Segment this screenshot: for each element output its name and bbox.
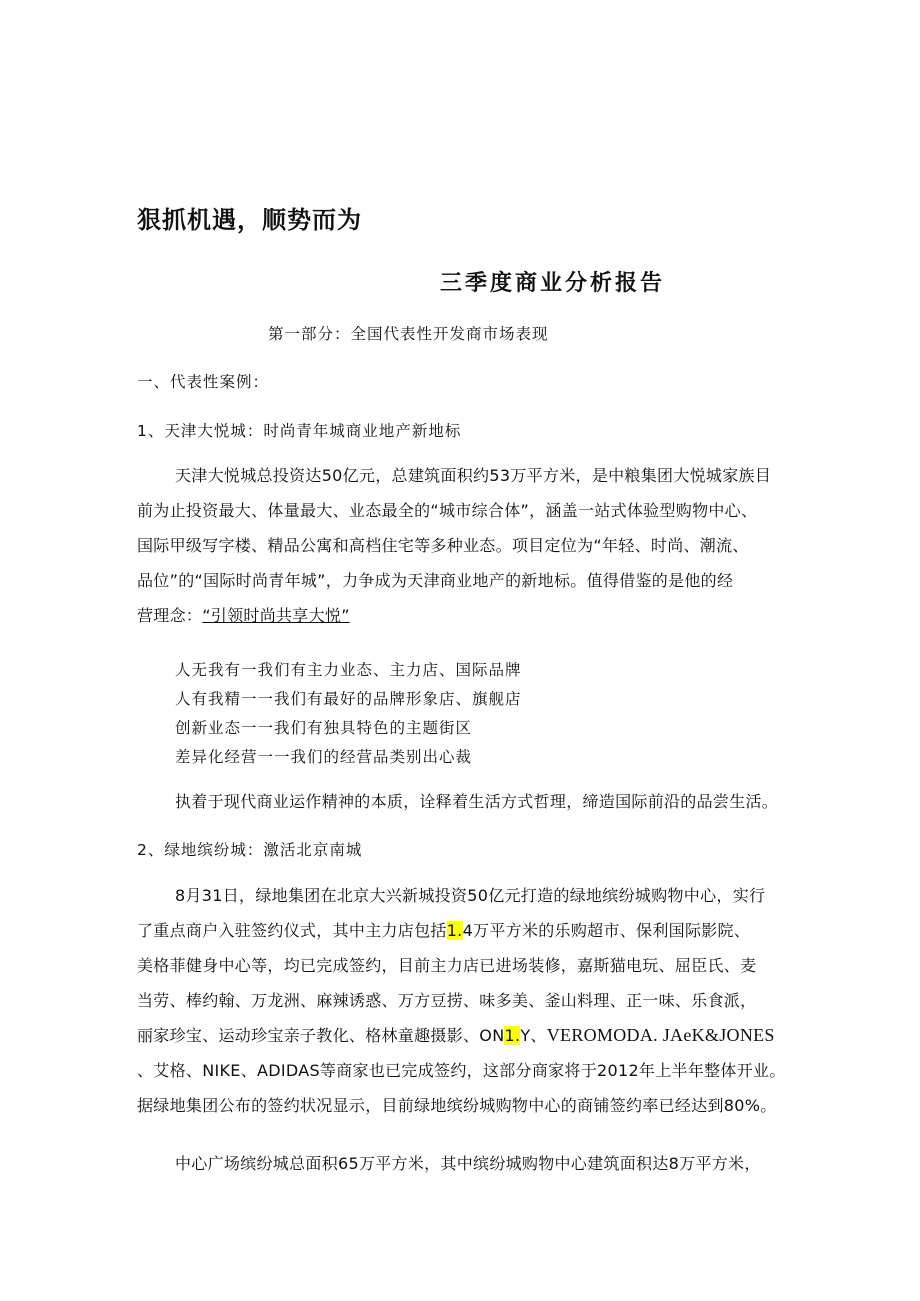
case1-line-5 [137, 598, 789, 633]
main-title: 狠抓机遇，顺势而为 [137, 206, 362, 234]
report-subtitle: 三季度商业分析报告 [440, 271, 666, 296]
case1-principles-list [175, 656, 522, 772]
highlighted-text: 1. [504, 1026, 521, 1045]
part-title: 第一部分：全国代表性开发商市场表现 [268, 325, 549, 343]
case2-paragraph-2 [137, 1146, 789, 1181]
highlighted-text: 1. [446, 921, 463, 940]
case2-line-6: 、艾格、NIKE、ADIDAS等商家也已完成签约，这部分商家将于2012年上半年整体开业。 [137, 1061, 786, 1080]
case1-line-3: 国际甲级写字楼、精品公寓和高档住宅等多种业态。项目定位为“年轻、时尚、潮流、 [137, 536, 749, 555]
case1-line-4: 品位”的“国际时尚青年城”，力争成为天津商业地产的新地标。值得借鉴的是他的经 [137, 571, 734, 590]
case2-line-2 [137, 913, 789, 948]
case1-closing: 执着于现代商业运作精神的本质，诠释着生活方式哲理，缔造国际前沿的品尝生活。 [175, 792, 779, 811]
list-item: 人有我精一一我们有最好的品牌形象店、旗舰店 [175, 690, 522, 708]
case2-line-5-b: Y、 [520, 1026, 547, 1045]
case2-line-7: 据绿地集团公布的签约状况显示，目前绿地缤纷城购物中心的商铺签约率已经达到80%。 [137, 1096, 777, 1115]
list-item: 差异化经营一一我们的经营品类别出心裁 [175, 748, 473, 766]
case1-line-1: 天津大悦城总投资达50亿元，总建筑面积约53万平方米，是中粮集团大悦城家族目 [175, 466, 772, 485]
case2-paragraph [137, 878, 789, 1123]
brand-names: VEROMODA. JAeK&JONES [546, 1025, 775, 1045]
list-item: 创新业态一一我们有独具特色的主题街区 [175, 719, 473, 737]
case1-slogan: “引领时尚共享大悦” [202, 606, 350, 625]
case2-line-3: 美格菲健身中心等，均已完成签约，目前主力店已进场装修，嘉斯猫电玩、屈臣氏、麦 [137, 956, 757, 975]
case2-line-4: 当劳、棒约翰、万龙洲、麻辣诱惑、万方豆捞、味多美、釜山料理、正一味、乐食派， [137, 991, 757, 1010]
case2-line-5-a: 丽家珍宝、运动珍宝亲子教化、格林童趣摄影、ON [137, 1026, 505, 1045]
case2-line-8: 中心广场缤纷城总面积65万平方米，其中缤纷城购物中心建筑面积达8万平方米， [175, 1154, 761, 1173]
case2-line-2-a: 了重点商户入驻签约仪式，其中主力店包括 [137, 921, 447, 940]
case2-line-5 [137, 1018, 789, 1053]
section-one-heading: 一、代表性案例： [137, 373, 270, 391]
case1-heading: 1、天津大悦城：时尚青年城商业地产新地标 [137, 422, 462, 440]
case2-line-1: 8月31日，绿地集团在北京大兴新城投资50亿元打造的绿地缤纷城购物中心，实行 [175, 886, 766, 905]
list-item: 人无我有一我们有主力业态、主力店、国际品牌 [175, 661, 522, 679]
case2-line-2-b: 4万平方米的乐购超市、保利国际影院、 [462, 921, 751, 940]
case1-line-2: 前为止投资最大、体量最大、业态最全的“城市综合体”，涵盖一站式体验型购物中心、 [137, 501, 758, 520]
case2-heading: 2、绿地缤纷城：激活北京南城 [137, 841, 363, 859]
case1-line-5-prefix: 营理念： [137, 606, 203, 625]
case1-paragraph [137, 458, 789, 633]
